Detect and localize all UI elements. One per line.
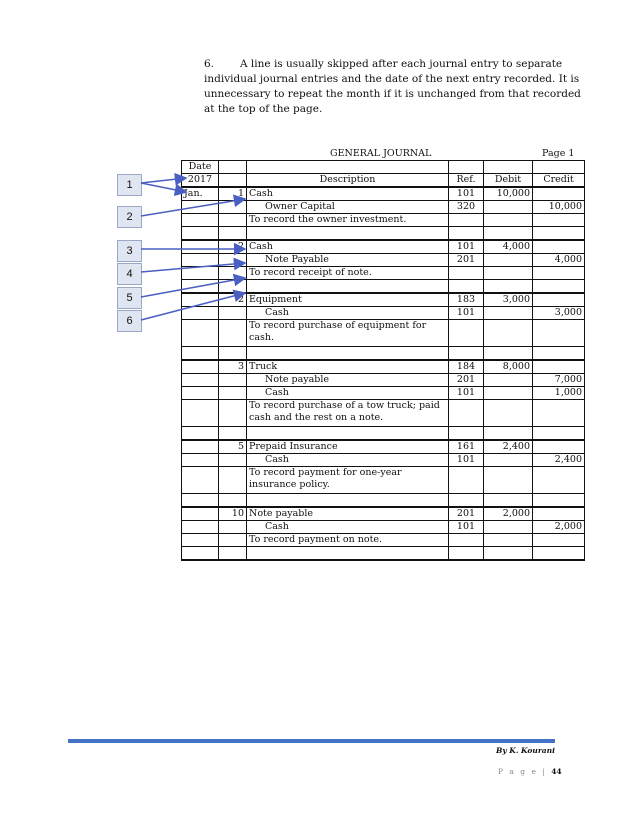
journal-title: GENERAL JOURNAL (330, 148, 432, 159)
ref-cell: 201 (449, 254, 484, 267)
ref-cell: 161 (449, 440, 484, 454)
description-cell: Truck (247, 360, 449, 374)
debit-cell: 10,000 (484, 187, 533, 201)
debit-header: Debit (484, 174, 533, 188)
debit-cell: 4,000 (484, 240, 533, 254)
credit-cell: 10,000 (533, 201, 585, 214)
callout-3: 3 (117, 240, 142, 262)
journal-page-label: Page 1 (542, 148, 575, 159)
description-cell: Cash (247, 307, 449, 320)
date-header: Date (182, 161, 219, 174)
callout-4: 4 (117, 263, 142, 285)
description-cell: Cash (247, 240, 449, 254)
callout-1: 1 (117, 174, 142, 196)
day-cell: 10 (219, 507, 247, 521)
day-cell: 5 (219, 440, 247, 454)
description-cell: To record payment on note. (247, 534, 449, 547)
ref-cell: 183 (449, 293, 484, 307)
debit-cell: 2,400 (484, 440, 533, 454)
description-cell: Prepaid Insurance (247, 440, 449, 454)
ref-header: Ref. (449, 174, 484, 188)
day-cell: 2 (219, 240, 247, 254)
credit-cell: 4,000 (533, 254, 585, 267)
description-cell: Equipment (247, 293, 449, 307)
debit-cell: 3,000 (484, 293, 533, 307)
date-cell: Jan. (182, 187, 219, 201)
credit-header: Credit (533, 174, 585, 188)
arrow-2 (141, 199, 245, 216)
description-cell: To record payment for one-year insurance policy. (247, 467, 449, 494)
description-cell: To record receipt of note. (247, 267, 449, 280)
arrow-6 (141, 293, 245, 320)
credit-cell: 3,000 (533, 307, 585, 320)
callout-5: 5 (117, 287, 142, 309)
description-cell: To record purchase of equipment for cash. (247, 320, 449, 347)
ref-cell: 201 (449, 507, 484, 521)
arrow-5 (141, 278, 245, 297)
credit-cell: 7,000 (533, 374, 585, 387)
paragraph-number: 6. (204, 58, 215, 70)
ref-cell: 101 (449, 521, 484, 534)
ref-cell: 101 (449, 187, 484, 201)
callout-2: 2 (117, 206, 142, 228)
description-cell: Note payable (247, 507, 449, 521)
description-cell: Note payable (247, 374, 449, 387)
description-cell: To record the owner investment. (247, 214, 449, 227)
description-cell: Cash (247, 454, 449, 467)
debit-cell: 2,000 (484, 507, 533, 521)
footer-page-number: P a g e | 44 (498, 767, 562, 776)
ref-cell: 101 (449, 240, 484, 254)
ref-cell: 101 (449, 454, 484, 467)
description-cell: Cash (247, 521, 449, 534)
credit-cell: 2,400 (533, 454, 585, 467)
ref-cell: 201 (449, 374, 484, 387)
day-cell: 3 (219, 360, 247, 374)
description-cell: Cash (247, 387, 449, 400)
page-word: P a g e (498, 767, 538, 776)
description-cell: Note Payable (247, 254, 449, 267)
page-number: 44 (551, 767, 562, 776)
debit-cell: 8,000 (484, 360, 533, 374)
paragraph-text: A line is usually skipped after each journal entry to separate individual journal entries and the date of the next entry recorded. It is unnecessary to repeat the month if it is unchanged from that recorded at the top of the page. (204, 58, 581, 115)
description-cell: Owner Capital (247, 201, 449, 214)
description-header: Description (247, 174, 449, 188)
ref-cell: 101 (449, 387, 484, 400)
day-cell: 1 (219, 187, 247, 201)
description-cell: To record purchase of a tow truck; paid cash and the rest on a note. (247, 400, 449, 427)
credit-cell: 1,000 (533, 387, 585, 400)
arrow-4 (141, 263, 245, 272)
day-cell: 2 (219, 293, 247, 307)
ref-cell: 101 (449, 307, 484, 320)
credit-cell: 2,000 (533, 521, 585, 534)
year-header: 2017 (182, 174, 219, 188)
callout-6: 6 (117, 310, 142, 332)
ref-cell: 184 (449, 360, 484, 374)
arrow-1a (141, 178, 186, 183)
footer-rule (68, 739, 555, 743)
ref-cell: 320 (449, 201, 484, 214)
footer-author: By K. Kourani (496, 746, 555, 755)
description-cell: Cash (247, 187, 449, 201)
arrow-1b (141, 183, 186, 192)
